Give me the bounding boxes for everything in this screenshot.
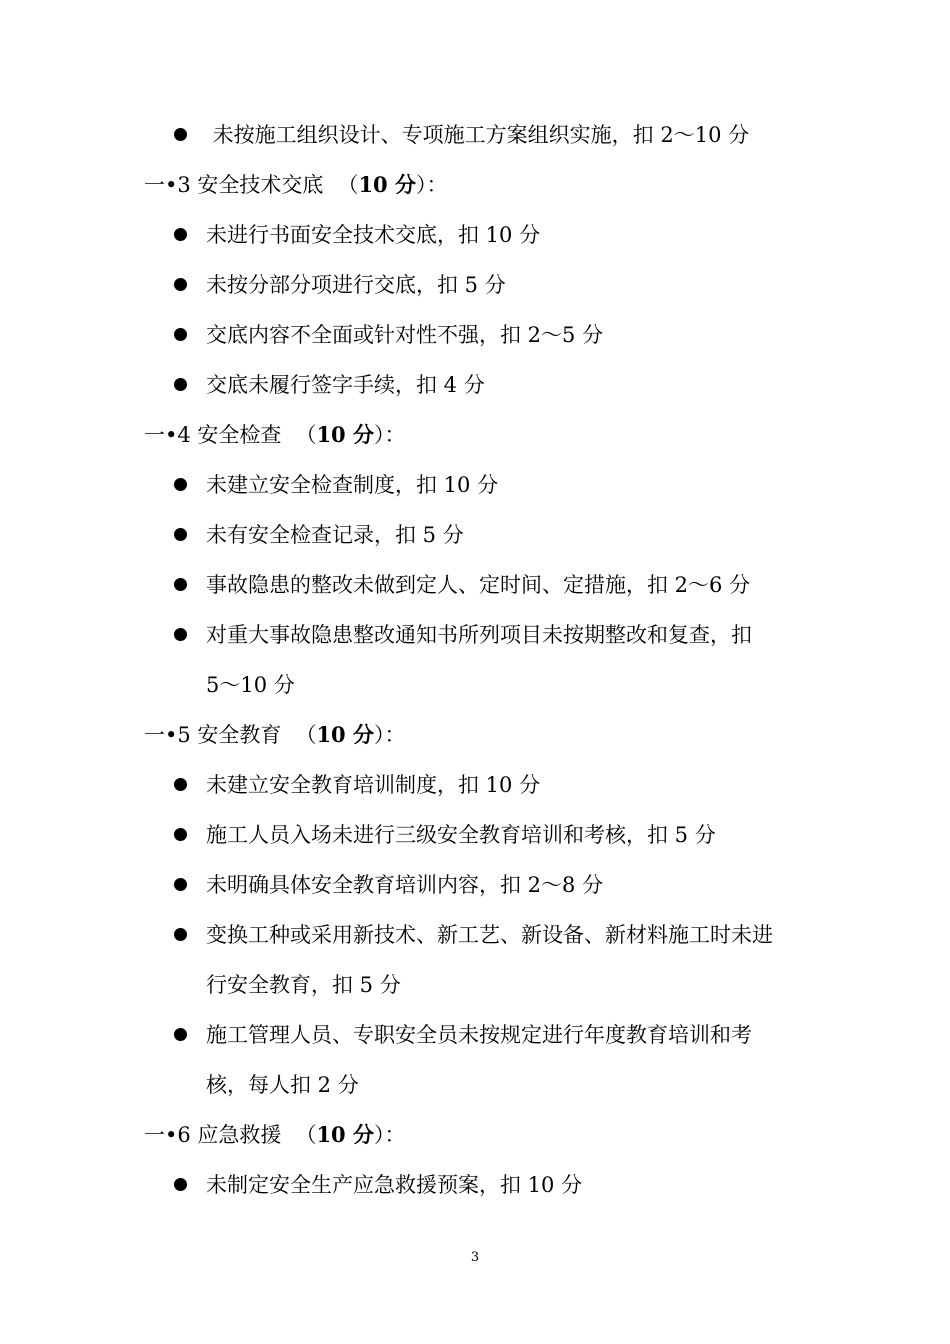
list-item-text: 交底内容不全面或针对性不强，扣 2～5 分	[206, 323, 604, 347]
list-item	[174, 220, 540, 250]
list-item-continuation: 5～10 分	[206, 673, 295, 697]
list-item-continuation: 行安全教育，扣 5 分	[206, 973, 401, 997]
list-item-text: 未建立安全检查制度，扣 10 分	[206, 473, 499, 497]
section-heading-label: 一•5 安全教育	[144, 723, 282, 747]
bullet-icon	[174, 228, 187, 241]
section-heading: 一•3 安全技术交底 （10 分）：	[144, 172, 448, 197]
list-item-continuation: 核，每人扣 2 分	[206, 1073, 359, 1097]
list-item-text: 未进行书面安全技术交底，扣 10 分	[206, 223, 541, 247]
list-item	[174, 370, 485, 400]
bullet-icon	[174, 878, 187, 891]
section-score: 10 分	[316, 1122, 374, 1147]
list-item	[174, 270, 506, 300]
list-item	[174, 820, 716, 850]
list-item	[174, 1170, 582, 1200]
section-score: 10 分	[316, 722, 374, 747]
list-item-text: 施工管理人员、专职安全员未按规定进行年度教育培训和考	[206, 1023, 752, 1047]
list-item-text: 未有安全检查记录，扣 5 分	[206, 523, 464, 547]
bullet-icon	[174, 928, 187, 941]
list-item	[174, 870, 603, 900]
list-item-text: 未按施工组织设计、专项施工方案组织实施，扣 2～10 分	[206, 123, 750, 147]
list-item	[174, 1020, 752, 1050]
list-item	[174, 470, 498, 500]
list-item-text: 未制定安全生产应急救援预案，扣 10 分	[206, 1173, 583, 1197]
section-score: 10 分	[358, 172, 416, 197]
list-item-text: 变换工种或采用新技术、新工艺、新设备、新材料施工时未进	[206, 923, 773, 947]
section-heading-label: 一•3 安全技术交底	[144, 173, 324, 197]
list-item	[174, 520, 464, 550]
list-item-text: 未明确具体安全教育培训内容，扣 2～8 分	[206, 873, 604, 897]
list-item-text: 未按分部分项进行交底，扣 5 分	[206, 273, 506, 297]
bullet-icon	[174, 778, 187, 791]
bullet-icon	[174, 528, 187, 541]
bullet-icon	[174, 128, 187, 141]
section-score: 10 分	[316, 422, 374, 447]
list-item-text: 交底未履行签字手续，扣 4 分	[206, 373, 485, 397]
bullet-icon	[174, 278, 187, 291]
list-item	[174, 320, 603, 350]
page-number: 3	[470, 1250, 480, 1265]
bullet-icon	[174, 828, 187, 841]
list-item	[174, 920, 773, 950]
section-heading-label: 一•6 应急救援	[144, 1123, 282, 1147]
section-heading: 一•6 应急救援 （10 分）：	[144, 1122, 406, 1147]
section-heading: 一•4 安全检查 （10 分）：	[144, 422, 406, 447]
bullet-icon	[174, 328, 187, 341]
list-item	[174, 620, 752, 650]
list-item	[174, 570, 750, 600]
list-item-text: 未建立安全教育培训制度，扣 10 分	[206, 773, 541, 797]
list-item-text: 对重大事故隐患整改通知书所列项目未按期整改和复查，扣	[206, 623, 752, 647]
list-item	[174, 120, 749, 150]
bullet-icon	[174, 628, 187, 641]
list-item-text: 施工人员入场未进行三级安全教育培训和考核，扣 5 分	[206, 823, 716, 847]
list-item	[174, 770, 540, 800]
section-heading: 一•5 安全教育 （10 分）：	[144, 722, 406, 747]
list-item-text: 事故隐患的整改未做到定人、定时间、定措施，扣 2～6 分	[206, 573, 751, 597]
bullet-icon	[174, 478, 187, 491]
bullet-icon	[174, 378, 187, 391]
bullet-icon	[174, 578, 187, 591]
section-heading-label: 一•4 安全检查	[144, 423, 282, 447]
bullet-icon	[174, 1178, 187, 1191]
bullet-icon	[174, 1028, 187, 1041]
